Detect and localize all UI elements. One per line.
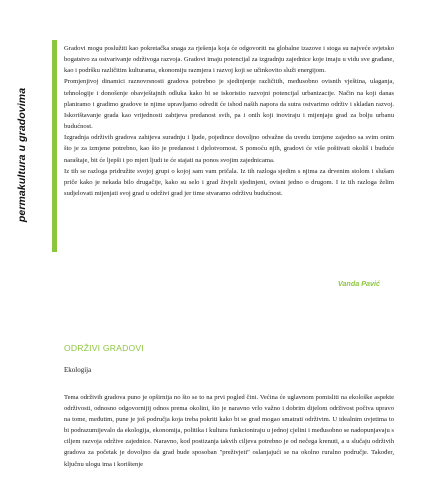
section-heading: ODRŽIVI GRADOVI bbox=[64, 343, 144, 353]
intro-paragraph: Gradovi mogu poslužiti kao pokretačka snaga za rješenja koja će odgovoriti na globalne izazove i stoga su najveće svjetsko bogatstvo za ostvarivanje održivoga razvoja. Gradovi imaju potencijal za izgradnju zajednice koje imaju u vidu sve građane, kao i podršku različitim kulturama, ekonomiju razmjera i razvoj koji se učinkovito služi energijom. bbox=[64, 45, 394, 75]
section-subheading: Ekologija bbox=[64, 366, 92, 374]
intro-paragraph: Iz tih se razloga pridružite svojoj grupi o kojoj sam vam pričala. Iz tih razloga sjedim s njima za drvenim stolom i slušam priče kako je nekada bilo drugačije, kako su selo i grad živjeli sjedinjeni, ovisni jedno o drugom. I iz tih razloga želim sudjelovati mijenjati svoj grad u održivi grad jer time stvaramo održivu budućnost. bbox=[64, 167, 394, 198]
sidebar-title bbox=[11, 40, 33, 270]
intro-text bbox=[64, 43, 394, 199]
section-text bbox=[64, 392, 394, 470]
intro-paragraph: Izgradnja održivih gradova zahtjeva suradnju i ljude, pojedince dovoljno odvažne da uvedu izmjene zajedno sa svim onim što je za izmjene potrebno, kao što je predanost i djelotvornost. S pomoću njih, gradovi će više poštivati okoliš i buduće naraštaje, bit će ljepši i po mjeri ljudi te će stajati na ponos svojim zajednicama. bbox=[64, 134, 394, 164]
author-signature: Vanda Pavić bbox=[337, 279, 380, 288]
sidebar-accent-bar bbox=[52, 40, 57, 252]
section-paragraph: Tema održivih gradova puno je opširnija no što se to na prvi pogled čini. Većina će uglavnom pomisliti na ekološke aspekte održivosti, odnosno odgovornijij odnos prema okolini, što je naravno vrlo važno i dobrim dijelom održivost počiva upravo na tome, međutim, pune je još područja koja treba pokriti kako bi se grad mogao smatrati održivim. U idealnim uvjetima to bi podrazumijevalo da ekologija, ekonomija, politika i kultura funkcioniraju u jednoj cjelini i međusobno se nadopunjavaju s ciljem razvoja održive zajednice. Naravno, kod postizanja takvih ciljeva potrebno je od nečega krenuti, a u slučaju održivih gradova za početak je dovoljno da grad bude sposoban "preživjeti" oslanjajući se na okolno ruralno područje. Također, ključnu ulogu ima i korištenje bbox=[64, 394, 394, 468]
sidebar-title-text: permakultura u gradovima bbox=[16, 87, 28, 223]
intro-paragraph: Promjenjivoj dinamici raznovrsnosti gradova potrebno je sjedinjenje različitih, međusobno ovisnih vještina, ulaganja, tehnologije i donošenje obavještajnih odluka kako bi se iskoristio razvojni potencijal urbanizacije. Način na koji danas planiramo i gradimo gradove te njime upravljamo odredit će ishod naših napora da sutra ostvarimo održiv i skladan razvoj. Iskorištavanje grada kao vrijednosti zahtjeva predanost svih, pa i onih koji inoviraju i mijenjaju grad za bolju urbanu budućnost. bbox=[64, 78, 394, 131]
